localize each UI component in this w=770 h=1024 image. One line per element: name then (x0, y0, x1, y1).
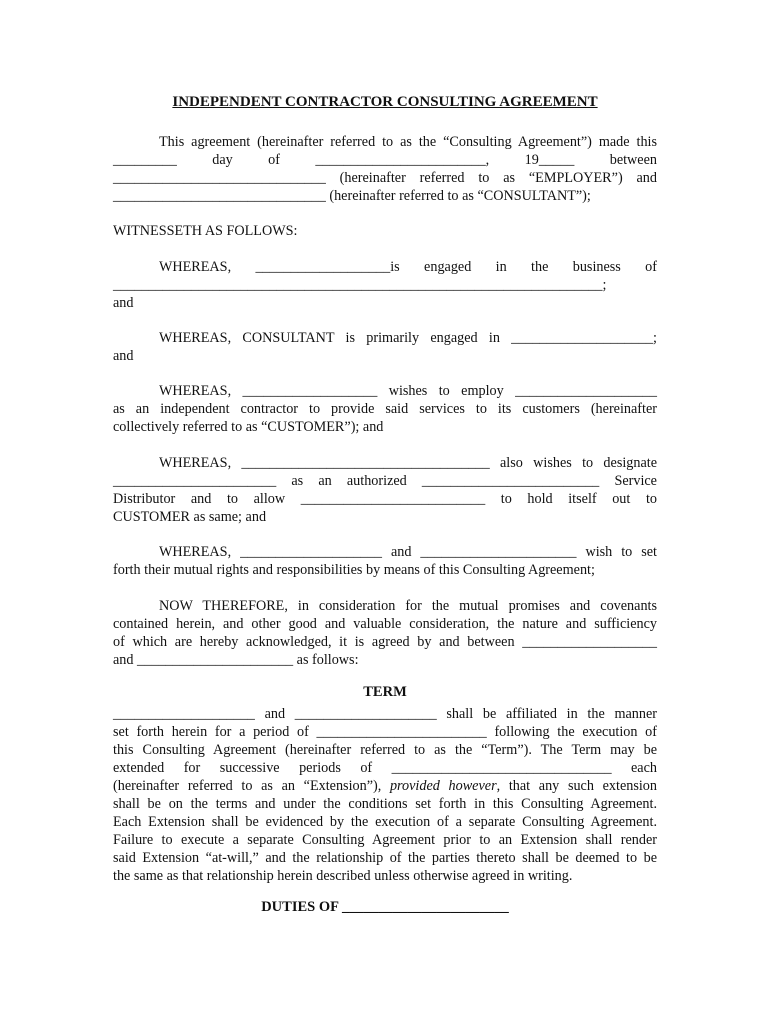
now-therefore-paragraph (113, 597, 657, 669)
text-line: extended for successive periods of _______________________________ each (113, 760, 657, 776)
whereas-paragraph-4 (113, 454, 657, 526)
intro-paragraph (113, 133, 657, 205)
text-line: This agreement (hereinafter referred to as the “Consulting Agreement”) made this (159, 134, 657, 150)
duties-heading: DUTIES OF _______________________ (261, 899, 509, 915)
text-line: and (113, 348, 134, 364)
italic-phrase: provided however (389, 778, 497, 794)
text-line (113, 777, 657, 795)
text-line: ______________________________ (hereinafter referred to as “CONSULTANT”); (113, 188, 591, 204)
document-title: INDEPENDENT CONTRACTOR CONSULTING AGREEMENT (172, 94, 598, 110)
text-line: WHEREAS, ___________________is engaged in the business of (159, 259, 657, 275)
text-line: and ______________________ as follows: (113, 652, 359, 668)
text-line: WHEREAS, ___________________ wishes to employ ____________________ (159, 383, 657, 399)
text-line: NOW THEREFORE, in consideration for the mutual promises and covenants (159, 598, 657, 614)
term-heading: TERM (363, 684, 407, 700)
text-line: WHEREAS, ____________________ and ______________________ wish to set (159, 544, 657, 560)
text-line: Failure to execute a separate Consulting Agreement prior to an Extension shall render (113, 832, 657, 848)
text-run: , that any such extension (496, 778, 657, 794)
text-line: WHEREAS, ___________________________________ also wishes to designate (159, 455, 657, 471)
whereas-paragraph-5 (113, 543, 657, 579)
text-run: (hereinafter referred to as an “Extension”), (113, 778, 390, 794)
text-line: WHEREAS, CONSULTANT is primarily engaged in ____________________; (159, 330, 657, 346)
text-line: said Extension “at-will,” and the relationship of the parties thereto shall be deemed to be (113, 850, 657, 866)
text-line: as an independent contractor to provide said services to its customers (hereinafter (113, 401, 657, 417)
text-line: ______________________________ (hereinafter referred to as “EMPLOYER”) and (113, 170, 657, 186)
whereas-paragraph-1 (113, 258, 657, 312)
text-line: shall be on the terms and under the conditions set forth in this Consulting Agreement. (113, 796, 657, 812)
text-line: Each Extension shall be evidenced by the execution of a separate Consulting Agreement. (113, 814, 657, 830)
text-line: contained herein, and other good and valuable consideration, the nature and sufficiency (113, 616, 657, 632)
text-line: set forth herein for a period of ________________________ following the execution of (113, 724, 657, 740)
text-line: and (113, 295, 134, 311)
text-line: _______________________ as an authorized _________________________ Service (113, 473, 657, 489)
text-line: this Consulting Agreement (hereinafter referred to as the “Term”). The Term may be (113, 742, 657, 758)
whereas-paragraph-3 (113, 382, 657, 436)
text-line: of which are hereby acknowledged, it is agreed by and between ___________________ (113, 634, 657, 650)
text-line: Distributor and to allow __________________________ to hold itself out to (113, 491, 657, 507)
text-line: _________ day of ________________________, 19_____ between (113, 152, 657, 168)
term-paragraph (113, 705, 657, 885)
text-line: ____________________ and ____________________ shall be affiliated in the manner (113, 706, 657, 722)
text-line: CUSTOMER as same; and (113, 509, 267, 525)
text-line: collectively referred to as “CUSTOMER”); and (113, 419, 384, 435)
whereas-paragraph-2 (113, 329, 657, 365)
text-line: the same as that relationship herein described unless otherwise agreed in writing. (113, 868, 573, 884)
witnesseth-line: WITNESSETH AS FOLLOWS: (113, 223, 298, 239)
text-line: _____________________________________________________________________; (113, 277, 607, 293)
text-line: forth their mutual rights and responsibilities by means of this Consulting Agreement; (113, 562, 595, 578)
